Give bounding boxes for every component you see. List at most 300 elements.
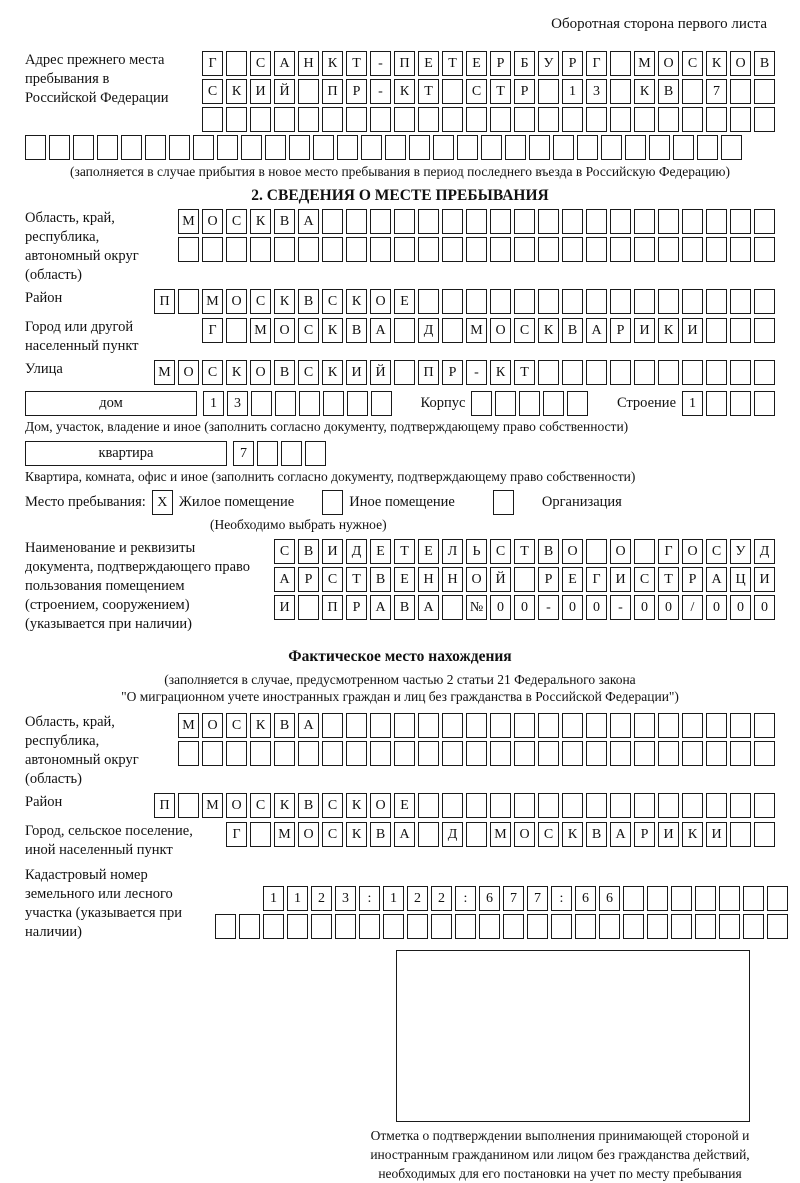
char-box: О	[658, 51, 679, 76]
char-box	[145, 135, 166, 160]
char-box	[442, 107, 463, 132]
char-row	[202, 51, 775, 76]
char-box	[466, 822, 487, 847]
char-box	[610, 209, 631, 234]
char-box: В	[298, 793, 319, 818]
char-box	[730, 822, 751, 847]
char-box: К	[250, 209, 271, 234]
char-box	[346, 741, 367, 766]
char-box: 0	[658, 595, 679, 620]
char-box: С	[514, 318, 535, 343]
char-box	[754, 793, 775, 818]
street-label: Улица	[25, 361, 63, 377]
char-box: И	[634, 318, 655, 343]
char-box: Г	[586, 567, 607, 592]
char-box: С	[706, 539, 727, 564]
char-box: Ь	[466, 539, 487, 564]
char-row	[178, 209, 775, 234]
char-box: Г	[226, 822, 247, 847]
char-box	[466, 741, 487, 766]
page-title: Оборотная сторона первого листа	[551, 16, 767, 32]
char-box	[730, 318, 751, 343]
char-box	[471, 391, 492, 416]
char-box	[543, 391, 564, 416]
char-box: К	[346, 793, 367, 818]
char-box: В	[754, 51, 775, 76]
char-box	[239, 914, 260, 939]
char-box	[322, 237, 343, 262]
char-box	[730, 107, 751, 132]
char-box	[442, 713, 463, 738]
char-box: Л	[442, 539, 463, 564]
char-box: У	[730, 539, 751, 564]
char-box: К	[346, 822, 367, 847]
char-box	[586, 360, 607, 385]
char-box: 0	[490, 595, 511, 620]
prev-address-note: (заполняется в случае прибытия в новое место пребывания в период последнего въезда в Российскую Федерацию)	[69, 164, 731, 179]
char-box	[394, 209, 415, 234]
char-box	[514, 741, 535, 766]
char-box: О	[226, 793, 247, 818]
char-box	[634, 107, 655, 132]
char-box: В	[370, 567, 391, 592]
char-box	[215, 914, 236, 939]
char-box: С	[274, 539, 295, 564]
char-box	[586, 539, 607, 564]
char-box	[538, 289, 559, 314]
char-box: П	[394, 51, 415, 76]
char-box: 1	[383, 886, 404, 911]
char-box: 7	[503, 886, 524, 911]
char-box: П	[418, 360, 439, 385]
char-box	[25, 135, 46, 160]
char-box: С	[490, 539, 511, 564]
char-box	[610, 713, 631, 738]
char-box	[313, 135, 334, 160]
char-box: 0	[706, 595, 727, 620]
char-box	[347, 391, 368, 416]
char-row	[154, 793, 775, 818]
char-box	[298, 79, 319, 104]
char-box: Г	[658, 539, 679, 564]
apartment-box-label: квартира	[25, 441, 227, 466]
char-row	[202, 318, 775, 343]
char-box: М	[178, 713, 199, 738]
char-box: М	[178, 209, 199, 234]
char-row	[178, 237, 775, 262]
char-box	[658, 209, 679, 234]
char-box	[610, 107, 631, 132]
char-box: И	[754, 567, 775, 592]
char-box: Т	[418, 79, 439, 104]
char-box	[226, 741, 247, 766]
char-box	[178, 793, 199, 818]
char-box	[178, 237, 199, 262]
confirmation-caption: Отметка о подтверждении выполнения принимающей стороной и иностранным гражданином или лицом без гражданства действий, необходимых для его постановки на учет по месту пребывания	[370, 1128, 750, 1181]
char-box	[337, 135, 358, 160]
char-box	[442, 209, 463, 234]
char-box	[538, 79, 559, 104]
char-box	[538, 237, 559, 262]
char-box	[754, 741, 775, 766]
char-box	[682, 289, 703, 314]
char-box: О	[370, 289, 391, 314]
char-box	[514, 289, 535, 314]
char-box	[562, 209, 583, 234]
char-box	[634, 209, 655, 234]
char-box: К	[682, 822, 703, 847]
char-box	[514, 713, 535, 738]
char-box	[322, 107, 343, 132]
char-box: П	[154, 793, 175, 818]
char-box: :	[455, 886, 476, 911]
char-box	[490, 209, 511, 234]
char-box: Н	[418, 567, 439, 592]
char-box	[682, 237, 703, 262]
char-box	[562, 107, 583, 132]
stay-type-row	[25, 490, 775, 515]
char-box	[226, 237, 247, 262]
char-box	[490, 289, 511, 314]
char-box	[730, 793, 751, 818]
char-box: С	[466, 79, 487, 104]
char-box	[226, 107, 247, 132]
char-box	[647, 914, 668, 939]
char-box: А	[298, 713, 319, 738]
char-box	[658, 289, 679, 314]
char-box	[754, 318, 775, 343]
char-box: В	[346, 318, 367, 343]
char-box	[418, 713, 439, 738]
char-box: К	[322, 318, 343, 343]
char-box: С	[226, 713, 247, 738]
char-box	[586, 107, 607, 132]
char-box	[514, 237, 535, 262]
char-box: Е	[394, 289, 415, 314]
char-box	[298, 741, 319, 766]
char-box	[370, 713, 391, 738]
char-box	[706, 289, 727, 314]
char-box: В	[562, 318, 583, 343]
char-box: С	[538, 822, 559, 847]
char-row	[25, 135, 742, 160]
char-box: О	[682, 539, 703, 564]
char-box	[466, 237, 487, 262]
char-box	[671, 914, 692, 939]
char-box: Е	[394, 567, 415, 592]
char-box: 3	[335, 886, 356, 911]
char-box	[418, 209, 439, 234]
char-box	[634, 289, 655, 314]
char-box	[442, 595, 463, 620]
char-box	[634, 741, 655, 766]
char-box	[514, 209, 535, 234]
stroenie-label: Строение	[616, 395, 676, 411]
city-label: Город или другой населенный пункт	[25, 319, 139, 354]
char-box	[730, 79, 751, 104]
korpus-label: Корпус	[420, 395, 466, 411]
char-box: Т	[514, 539, 535, 564]
char-box	[490, 793, 511, 818]
char-box: Р	[634, 822, 655, 847]
char-box	[97, 135, 118, 160]
char-row	[202, 107, 775, 132]
char-box	[527, 914, 548, 939]
char-box	[682, 79, 703, 104]
char-box: П	[154, 289, 175, 314]
char-box: 2	[407, 886, 428, 911]
char-box	[346, 237, 367, 262]
char-box	[409, 135, 430, 160]
char-box	[394, 713, 415, 738]
char-box	[562, 713, 583, 738]
char-box	[202, 741, 223, 766]
char-box	[385, 135, 406, 160]
char-box: Т	[658, 567, 679, 592]
char-box: 0	[754, 595, 775, 620]
char-box	[562, 289, 583, 314]
char-box	[263, 914, 284, 939]
option-other-premises-label: Иное помещение	[349, 494, 455, 510]
char-box	[730, 237, 751, 262]
char-box	[495, 391, 516, 416]
char-box: -	[370, 51, 391, 76]
char-box: Д	[418, 318, 439, 343]
char-box	[466, 289, 487, 314]
region2-label: Область, край, республика, автономный округ (область)	[25, 714, 139, 787]
char-box: Й	[370, 360, 391, 385]
char-box: А	[418, 595, 439, 620]
char-box	[298, 237, 319, 262]
char-box	[682, 209, 703, 234]
char-box: О	[610, 539, 631, 564]
char-box	[562, 741, 583, 766]
char-box	[610, 360, 631, 385]
char-box	[370, 237, 391, 262]
option-residential-label: Жилое помещение	[178, 494, 295, 510]
char-box: 0	[514, 595, 535, 620]
char-box: 7	[233, 441, 254, 466]
char-box: П	[322, 79, 343, 104]
char-box	[305, 441, 326, 466]
char-box: К	[634, 79, 655, 104]
char-box	[575, 914, 596, 939]
char-box: Д	[754, 539, 775, 564]
char-box: В	[394, 595, 415, 620]
char-box	[178, 289, 199, 314]
char-box	[706, 741, 727, 766]
char-box	[767, 886, 788, 911]
char-row	[215, 914, 788, 939]
char-box	[682, 713, 703, 738]
char-box	[610, 289, 631, 314]
char-box	[682, 107, 703, 132]
char-row	[274, 539, 775, 564]
char-box	[287, 914, 308, 939]
char-box: 3	[227, 391, 248, 416]
char-box	[695, 914, 716, 939]
char-box	[346, 107, 367, 132]
char-box	[754, 79, 775, 104]
char-box: К	[658, 318, 679, 343]
char-box	[257, 441, 278, 466]
char-box: О	[202, 713, 223, 738]
char-box	[289, 135, 310, 160]
char-box	[610, 79, 631, 104]
char-box: И	[658, 822, 679, 847]
section2-title: 2. СВЕДЕНИЯ О МЕСТЕ ПРЕБЫВАНИЯ	[251, 187, 549, 204]
char-box	[394, 360, 415, 385]
char-box: В	[658, 79, 679, 104]
char-box	[394, 318, 415, 343]
char-box	[274, 107, 295, 132]
char-box: М	[250, 318, 271, 343]
char-box: В	[274, 360, 295, 385]
char-box: :	[359, 886, 380, 911]
actual-location-note1: (заполняется в случае, предусмотренном частью 2 статьи 21 Федерального закона	[164, 672, 636, 687]
prev-address-rows	[202, 51, 775, 132]
char-box: С	[250, 289, 271, 314]
char-box: У	[538, 51, 559, 76]
char-box	[567, 391, 588, 416]
char-box	[466, 107, 487, 132]
char-box	[719, 914, 740, 939]
char-box: С	[322, 822, 343, 847]
document-label: Наименование и реквизиты документа, подтверждающего право пользования помещением (строением, сооружением) (указывается при наличии)	[25, 540, 251, 632]
char-box: И	[322, 539, 343, 564]
char-box	[634, 237, 655, 262]
char-box	[298, 595, 319, 620]
char-box: Т	[490, 79, 511, 104]
cadastral-label: Кадастровый номер земельного или лесного участка (указывается при наличии)	[25, 867, 182, 940]
char-box	[706, 713, 727, 738]
char-box	[407, 914, 428, 939]
char-box	[193, 135, 214, 160]
char-box	[658, 741, 679, 766]
char-box: :	[551, 886, 572, 911]
char-box: 1	[263, 886, 284, 911]
char-box: Н	[298, 51, 319, 76]
char-box	[754, 237, 775, 262]
char-box: К	[274, 289, 295, 314]
char-box	[298, 107, 319, 132]
char-box: М	[490, 822, 511, 847]
char-box: А	[370, 595, 391, 620]
char-box: С	[298, 318, 319, 343]
char-box	[370, 209, 391, 234]
char-box	[671, 886, 692, 911]
char-box	[730, 713, 751, 738]
city2-label: Город, сельское поселение, иной населенный пункт	[25, 823, 193, 858]
char-box	[466, 713, 487, 738]
char-box	[281, 441, 302, 466]
char-box: О	[178, 360, 199, 385]
char-box: М	[202, 793, 223, 818]
char-box	[586, 237, 607, 262]
char-box: Р	[298, 567, 319, 592]
char-box	[370, 107, 391, 132]
char-box	[322, 741, 343, 766]
char-box	[250, 107, 271, 132]
char-row	[263, 886, 788, 911]
char-box: И	[682, 318, 703, 343]
char-row	[226, 822, 775, 847]
char-box	[514, 793, 535, 818]
char-box: К	[706, 51, 727, 76]
char-box	[658, 107, 679, 132]
char-box: С	[202, 360, 223, 385]
char-box: И	[274, 595, 295, 620]
char-row	[471, 391, 588, 416]
char-box: К	[274, 793, 295, 818]
char-box	[562, 793, 583, 818]
char-box: Т	[394, 539, 415, 564]
char-box: Т	[442, 51, 463, 76]
char-box	[697, 135, 718, 160]
char-box: С	[250, 793, 271, 818]
char-box	[682, 741, 703, 766]
char-box	[466, 209, 487, 234]
char-box: 0	[586, 595, 607, 620]
char-box: Н	[442, 567, 463, 592]
char-box	[634, 539, 655, 564]
char-box	[767, 914, 788, 939]
char-row	[233, 441, 326, 466]
char-box	[73, 135, 94, 160]
char-box	[169, 135, 190, 160]
char-box	[514, 567, 535, 592]
char-box: С	[250, 51, 271, 76]
char-box	[431, 914, 452, 939]
char-box	[695, 886, 716, 911]
char-box: К	[394, 79, 415, 104]
char-box	[623, 914, 644, 939]
char-box: 6	[599, 886, 620, 911]
char-box: А	[610, 822, 631, 847]
char-box: М	[202, 289, 223, 314]
char-box: Й	[274, 79, 295, 104]
char-box	[299, 391, 320, 416]
char-box	[371, 391, 392, 416]
char-box: 7	[706, 79, 727, 104]
char-box	[706, 237, 727, 262]
char-box: Е	[394, 793, 415, 818]
char-box	[706, 391, 727, 416]
char-box	[562, 360, 583, 385]
char-box: Д	[442, 822, 463, 847]
char-box: В	[586, 822, 607, 847]
stay-type-note: (Необходимо выбрать нужное)	[210, 517, 387, 532]
char-box	[730, 209, 751, 234]
char-box	[754, 209, 775, 234]
char-box	[202, 107, 223, 132]
char-box	[586, 209, 607, 234]
char-box: С	[226, 209, 247, 234]
char-box	[505, 135, 526, 160]
char-box	[551, 914, 572, 939]
char-box: И	[706, 822, 727, 847]
char-box: Т	[514, 360, 535, 385]
char-box: С	[202, 79, 223, 104]
char-box: А	[298, 209, 319, 234]
char-box: А	[394, 822, 415, 847]
char-box	[647, 886, 668, 911]
char-box: К	[346, 289, 367, 314]
char-box	[311, 914, 332, 939]
char-box	[706, 793, 727, 818]
char-box	[503, 914, 524, 939]
char-box	[743, 886, 764, 911]
